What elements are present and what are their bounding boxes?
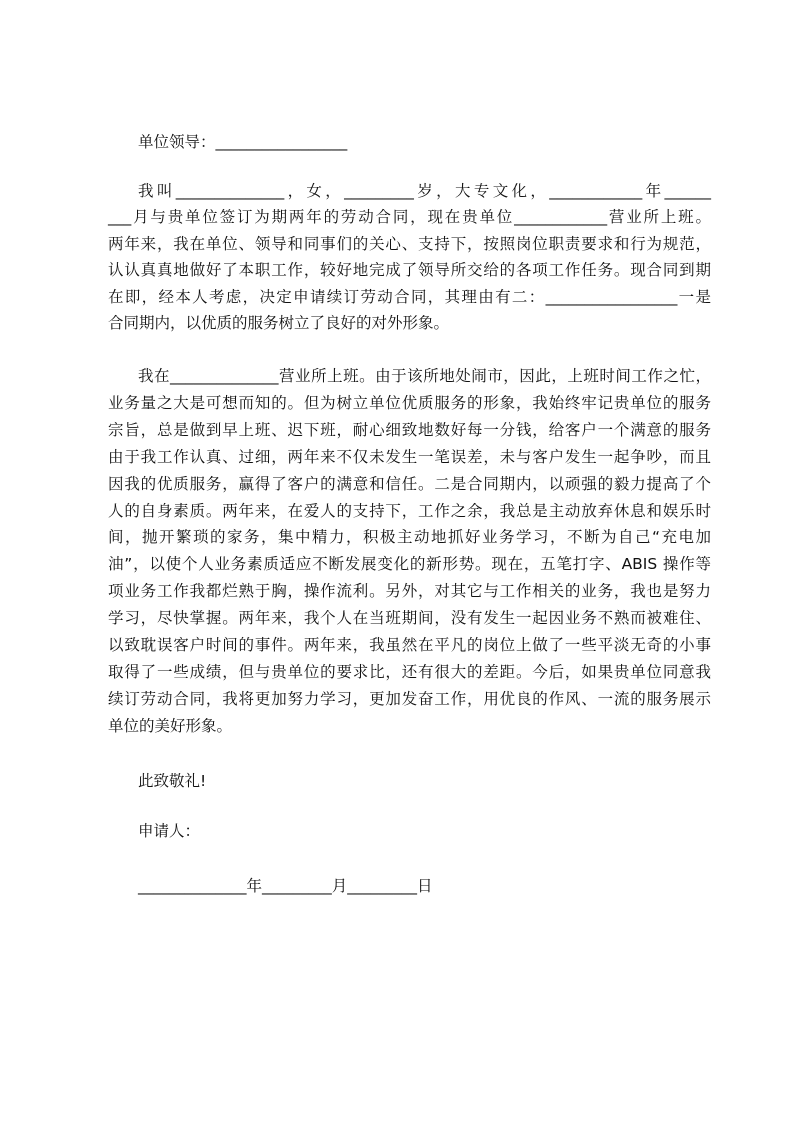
text-line: 以致耽误客户时间的事件。两年来，我虽然在平凡的岗位上做了一些平淡无奇的小事 xyxy=(108,636,711,654)
text-line: 宗旨，总是做到早上班、迟下班，耐心细致地数好每一分钱，给客户一个满意的服务 xyxy=(108,420,711,439)
text-line: 在即，经本人考虑，决定申请续订劳动合同，其理由有二：_________________一是 xyxy=(108,287,711,306)
text-line: 两年来，我在单位、领导和同事们的关心、支持下，按照岗位职责要求和行为规范， xyxy=(108,234,711,253)
text-line: 学习，尽快掌握。两年来，我个人在当班期间，没有发生一起因业务不熟而被难住、 xyxy=(108,609,711,628)
text-line: 认认真真地做好了本职工作，较好地完成了领导所交给的各项工作任务。现合同到期 xyxy=(108,261,711,280)
text-line: 合同期内，以优质的服务树立了良好的对外形象。 xyxy=(108,314,450,332)
text-line: 油”，以使个人业务素质适应不断发展变化的新形势。现在，五笔打字、ABIS 操作等 xyxy=(108,555,711,574)
date-line: ______________年_________月_________日 xyxy=(138,877,433,895)
text-line: 由于我工作认真、过细，两年来不仅未发生一笔误差，未与客户发生一起争吵，而且 xyxy=(108,447,711,466)
text-line: 间，抛开繁琐的家务，集中精力，积极主动地抓好业务学习，不断为自己“充电加 xyxy=(108,528,711,547)
text-line: 项业务工作我都烂熟于胸，操作流利。另外，对其它与工作相关的业务，我也是努力 xyxy=(108,582,711,601)
text-line: 人的自身素质。两年来，在爱人的支持下，工作之余，我总是主动放弃休息和娱乐时 xyxy=(108,501,711,520)
salutation: 单位领导：_________________ xyxy=(138,133,348,151)
text-line: 我在______________营业所上班。由于该所地处闹市，因此，上班时间工作之忙， xyxy=(138,367,711,385)
applicant-label: 申请人： xyxy=(138,822,201,840)
closing: 此致敬礼! xyxy=(138,772,207,790)
text-line: 因我的优质服务，赢得了客户的满意和信任。二是合同期内，以顽强的毅力提高了个 xyxy=(108,474,711,493)
text-line: 续订劳动合同，我将更加努力学习，更加发奋工作，用优良的作风、一流的服务展示 xyxy=(108,689,711,708)
text-line: 取得了一些成绩，但与贵单位的要求比，还有很大的差距。今后，如果贵单位同意我 xyxy=(108,662,711,681)
text-line: 我叫______________，女，_________岁，大专文化，____________年______ xyxy=(138,182,711,200)
text-line: ___月与贵单位签订为期两年的劳动合同，现在贵单位____________营业所上班。 xyxy=(108,208,711,227)
text-line: 单位的美好形象。 xyxy=(108,716,233,735)
text-line: 业务量之大是可想而知的。但为树立单位优质服务的形象，我始终牢记贵单位的服务 xyxy=(108,393,711,412)
